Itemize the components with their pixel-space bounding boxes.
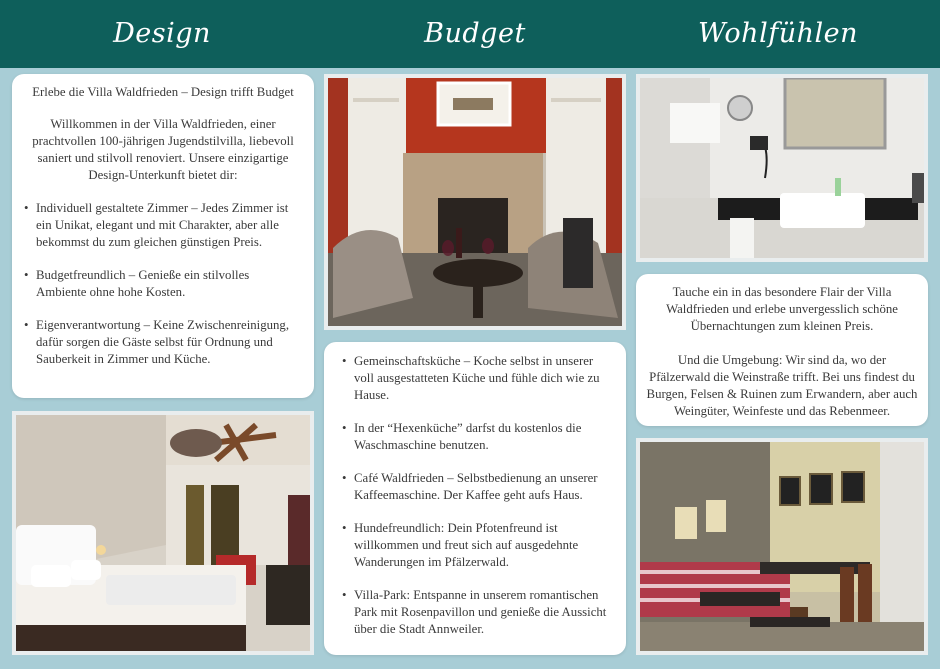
list-item: • Gemeinschaftsküche – Koche selbst in unserer voll ausgestatteten Küche und fühle dich wie zu Hause.: [342, 353, 612, 404]
left-bullet-list: [24, 200, 296, 368]
right-para2: Und die Umgebung: Wir sind da, wo der Pfälzerwald die Weinstraße trifft. Bei uns findest du Burgen, Felsen & Ruinen zum Erwandern, aber auch Weingüter, Weinfeste und das Rebenmeer.: [646, 353, 918, 418]
list-item: • Budgetfreundlich – Genieße ein stilvolles Ambiente ohne hohe Kosten.: [24, 267, 296, 301]
right-para1: Tauche ein in das besondere Flair der Villa Waldfrieden und erlebe unvergesslich schöne Übernachtungen zum kleinen Preis.: [666, 285, 898, 333]
fireplace-photo: [324, 74, 626, 330]
list-item: • Eigenverantwortung – Keine Zwischenreinigung, dafür sorgen die Gäste selbst für Ordnung und Sauberkeit in Zimmer und Küche.: [24, 317, 296, 368]
list-item: • Hundefreundlich: Dein Pfotenfreund ist willkommen und freut sich auf ausgedehnte Wanderungen im Pfälzerwald.: [342, 520, 612, 571]
header-bar: [0, 0, 940, 68]
middle-bullet-list: [342, 353, 612, 638]
middle-text-card: [324, 342, 626, 655]
dining-room-photo: [636, 438, 928, 655]
bathroom-photo: [636, 74, 928, 262]
left-intro: Willkommen in der Villa Waldfrieden, einer prachtvollen 100-jährigen Jugendstilvilla, liebevoll saniert und stilvoll renoviert. Unsere einzigartige Design-Unterkunft bietet dir:: [32, 117, 294, 182]
title-budget: Budget: [424, 18, 526, 49]
left-text-card: [12, 74, 314, 398]
right-text-card: [636, 274, 928, 426]
left-headline: Erlebe die Villa Waldfrieden – Design trifft Budget: [32, 85, 294, 99]
bedroom-photo: [12, 411, 314, 655]
title-wohlfuehlen: Wohlfühlen: [698, 18, 858, 49]
list-item: • Villa-Park: Entspanne in unserem romantischen Park mit Rosenpavillon und genieße die Aussicht über die Stadt Annweiler.: [342, 587, 612, 638]
title-design: Design: [113, 18, 211, 49]
list-item: • Individuell gestaltete Zimmer – Jedes Zimmer ist ein Unikat, elegant und mit Charakter, aber alle bekommst du zum gleichen günstigen Preis.: [24, 200, 296, 251]
list-item: • In der “Hexenküche” darfst du kostenlos die Waschmaschine benutzen.: [342, 420, 612, 454]
list-item: • Café Waldfrieden – Selbstbedienung an unserer Kaffeemaschine. Der Kaffee geht aufs Haus.: [342, 470, 612, 504]
